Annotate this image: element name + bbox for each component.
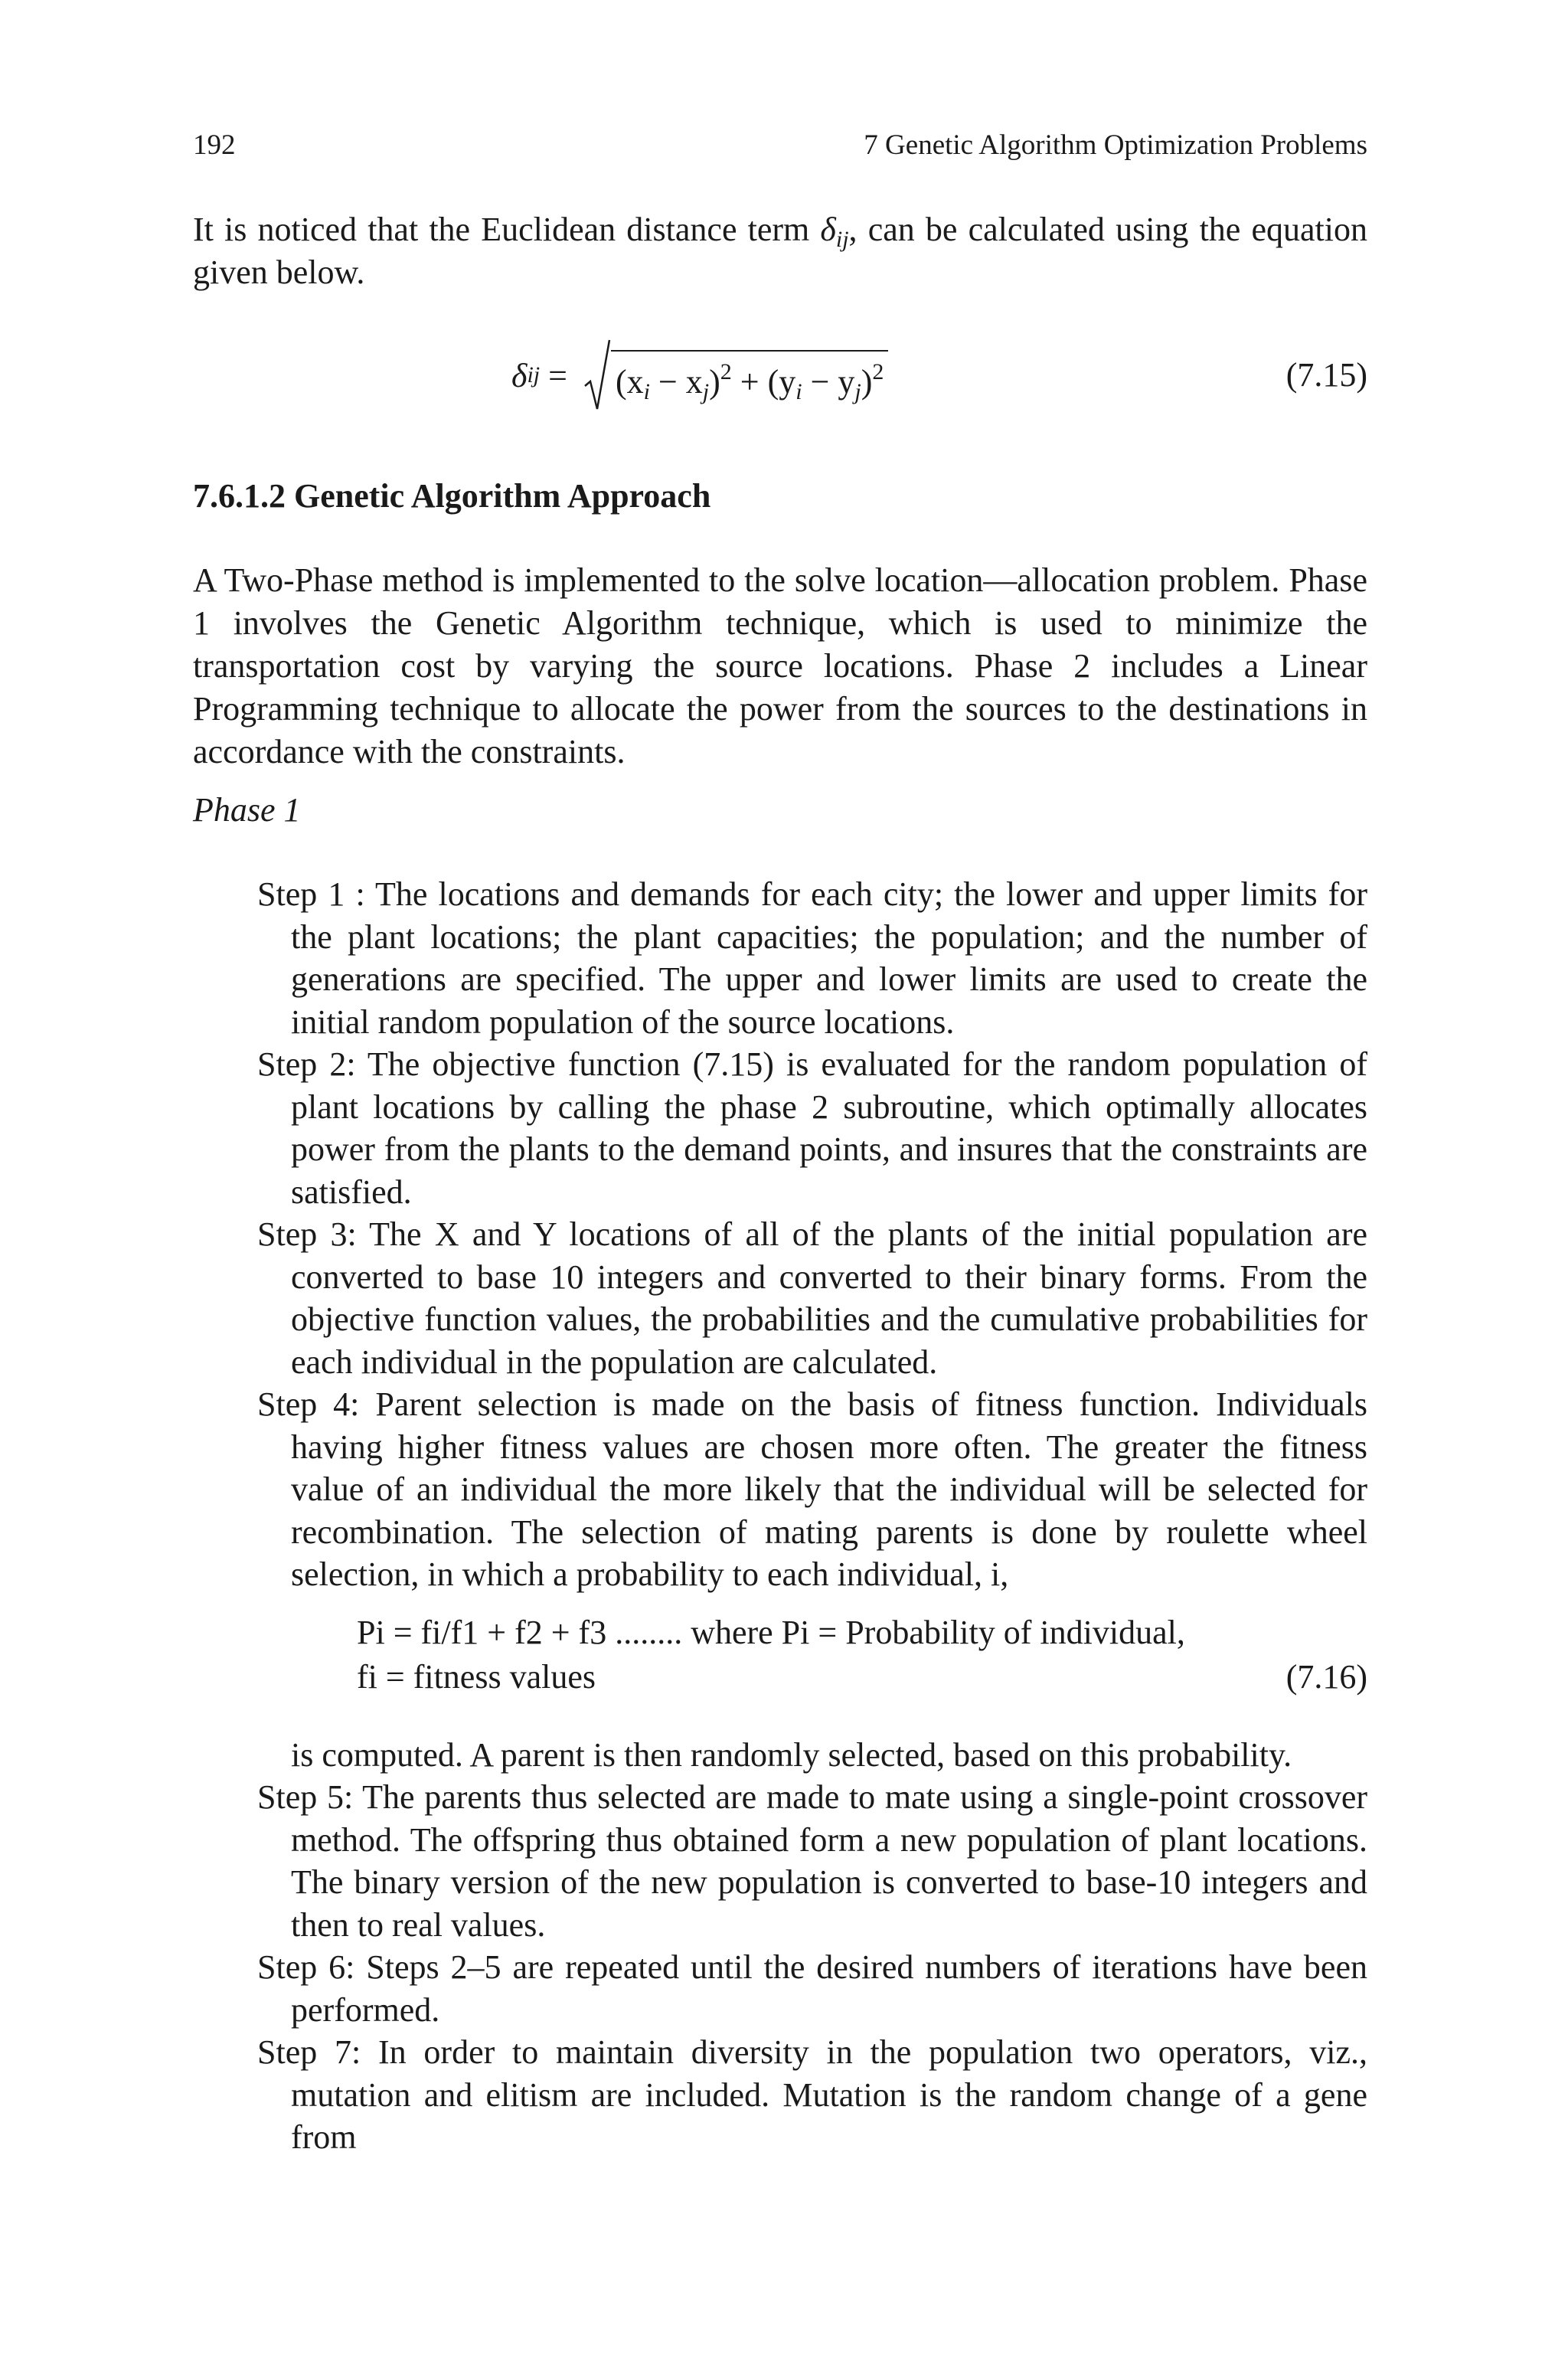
step-item: Step 4: Parent selection is made on the basis of fitness function. Individuals having higher fitness values are chosen more often. The greater the fitness value of an individual the more likely that the individual will be selected for recombination. The selection of mating parents is done by roulette wheel selection, in which a probability to each individual, i,: [257, 1385, 1367, 1593]
step-item: Step 1 : The locations and demands for each city; the lower and upper limits for the plant locations; the plant capacities; the population; and the number of generations are specified. The upper and lower limits are used to create the initial random population of the source locations.: [257, 875, 1367, 1041]
rad-sq: 2: [720, 359, 732, 384]
radical-sign-icon: [583, 339, 611, 412]
rad-sub-i: i: [643, 379, 650, 404]
eq-equals: =: [540, 356, 576, 394]
step-item: Step 7: In order to maintain diversity in the population two operators, viz., mutation and elitism are included. Mutation is the random change of a gene from: [257, 2033, 1367, 2156]
rad-plus: + (y: [731, 363, 796, 401]
equation-line-2: fi = fitness values: [357, 1657, 596, 1696]
equation-7-15: [193, 329, 1367, 421]
rad-close2: ): [861, 363, 873, 401]
phase-label: Phase 1: [193, 791, 301, 829]
rad-a: (x: [615, 363, 644, 401]
eq-lhs: δ: [511, 356, 528, 394]
radicand: [611, 350, 888, 404]
equation-number: (7.15): [1285, 356, 1367, 394]
equation-body: δ ij = $(x_i - x_j)^2 + (y_i - y_j)^2$: [511, 329, 888, 421]
square-root: [583, 339, 888, 412]
rad-sub-i2: i: [795, 379, 802, 404]
steps-list: [257, 873, 1367, 2159]
rad-close: ): [709, 363, 720, 401]
rad-sq2: 2: [872, 359, 884, 384]
equation-number: (7.16): [1285, 1657, 1367, 1696]
intro-paragraph: [193, 208, 1367, 294]
rad-sub-j2: j: [854, 379, 861, 404]
step-item: Step 3: The X and Y locations of all of the plants of the initial population are converted to base 10 integers and converted to their binary forms. From the objective function values, the probabilities and the cumulative probabilities for each individual in the population are calculated.: [257, 1215, 1367, 1381]
step-item: Step 6: Steps 2–5 are repeated until the desired numbers of iterations have been performed.: [257, 1948, 1367, 2029]
step-item: Step 2: The objective function (7.15) is evaluated for the random population of plant locations by calling the phase 2 subroutine, which optimally allocates power from the plants to the demand points, and insures that the constraints are satisfied.: [257, 1045, 1367, 1211]
rad-sub-j: j: [702, 379, 710, 404]
delta-subscript: ij: [835, 227, 849, 252]
rad-minus: − x: [649, 363, 703, 401]
book-page: [193, 0, 1367, 2368]
intro-after: , can be calculated using the equation given below.: [193, 211, 1367, 291]
delta-symbol: δ: [820, 211, 836, 248]
rad-minus2: − y: [802, 363, 855, 401]
step-item: Step 5: The parents thus selected are made to mate using a single-point crossover method. The offspring thus obtained form a new population of plant locations. The binary version of the new population is converted to base-10 integers and then to real values.: [257, 1778, 1367, 1944]
equation-line-1: Pi = fi/f1 + f2 + f3 ........ where Pi = Probability of individual,: [357, 1613, 1185, 1651]
body-paragraph: A Two-Phase method is implemented to the solve location—allocation problem. Phase 1 involves the Genetic Algorithm technique, which is used to minimize the transportation cost by varying the source locations. Phase 2 includes a Linear Programming technique to allocate the power from the sources to the destinations in accordance with the constraints.: [193, 561, 1367, 770]
section-heading: 7.6.1.2 Genetic Algorithm Approach: [193, 477, 711, 515]
chapter-title: 7 Genetic Algorithm Optimization Problems: [864, 129, 1367, 161]
equation-7-16: [257, 1611, 1367, 1725]
step-continuation: is computed. A parent is then randomly selected, based on this probability.: [291, 1735, 1292, 1774]
intro-before: It is noticed that the Euclidean distance term: [193, 211, 821, 248]
page-number: 192: [193, 129, 236, 161]
